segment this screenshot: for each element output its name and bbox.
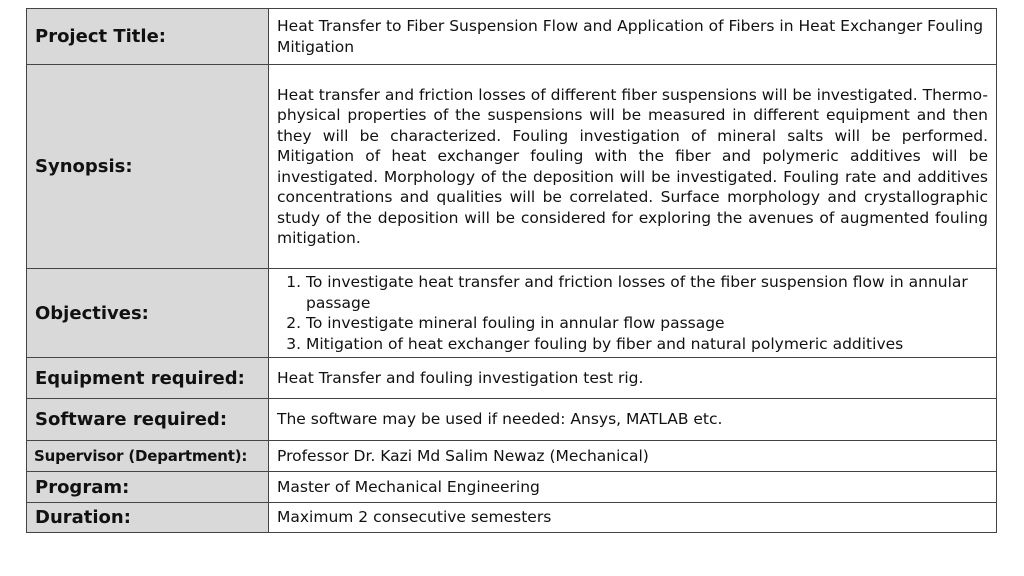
- program-row: [27, 472, 997, 503]
- duration-value: Maximum 2 consecutive semesters: [269, 503, 997, 533]
- software-label: Software required:: [27, 399, 269, 441]
- duration-label: Duration:: [27, 503, 269, 533]
- equipment-value: Heat Transfer and fouling investigation test rig.: [269, 358, 997, 399]
- project-info-table: [26, 8, 997, 533]
- equipment-label: Equipment required:: [27, 358, 269, 399]
- supervisor-label: Supervisor (Department):: [27, 441, 269, 472]
- software-value: The software may be used if needed: Ansys, MATLAB etc.: [269, 399, 997, 441]
- supervisor-value: Professor Dr. Kazi Md Salim Newaz (Mechanical): [269, 441, 997, 472]
- synopsis-row: [27, 65, 997, 269]
- synopsis-label: Synopsis:: [27, 65, 269, 269]
- supervisor-row: [27, 441, 997, 472]
- project-title-value: Heat Transfer to Fiber Suspension Flow and Application of Fibers in Heat Exchanger Fouling Mitigation: [269, 9, 997, 65]
- synopsis-value: Heat transfer and friction losses of different fiber suspensions will be investigated. Thermo-physical properties of the suspensions will be measured in different equipment and then they will be characterized. Fouling investigation of mineral salts will be performed. Mitigation of heat exchanger fouling with the fiber and polymeric additives will be investigated. Morphology of the deposition will be investigated. Fouling rate and additives concentrations and qualities will be correlated. Surface morphology and crystallographic study of the deposition will be considered for exploring the avenues of augmented fouling mitigation.: [269, 65, 997, 269]
- objective-item: 1. To investigate heat transfer and friction losses of the fiber suspension flow in annular passage: [306, 272, 988, 313]
- equipment-row: [27, 358, 997, 399]
- project-title-label: Project Title:: [27, 9, 269, 65]
- objectives-list: [277, 272, 988, 354]
- program-label: Program:: [27, 472, 269, 503]
- program-value: Master of Mechanical Engineering: [269, 472, 997, 503]
- project-title-row: [27, 9, 997, 65]
- objectives-label: Objectives:: [27, 269, 269, 358]
- objective-item: 3. Mitigation of heat exchanger fouling by fiber and natural polymeric additives: [306, 334, 988, 355]
- objective-item: 2. To investigate mineral fouling in annular flow passage: [306, 313, 988, 334]
- duration-row: [27, 503, 997, 533]
- objectives-row: [27, 269, 997, 358]
- software-row: [27, 399, 997, 441]
- objectives-value: [269, 269, 997, 358]
